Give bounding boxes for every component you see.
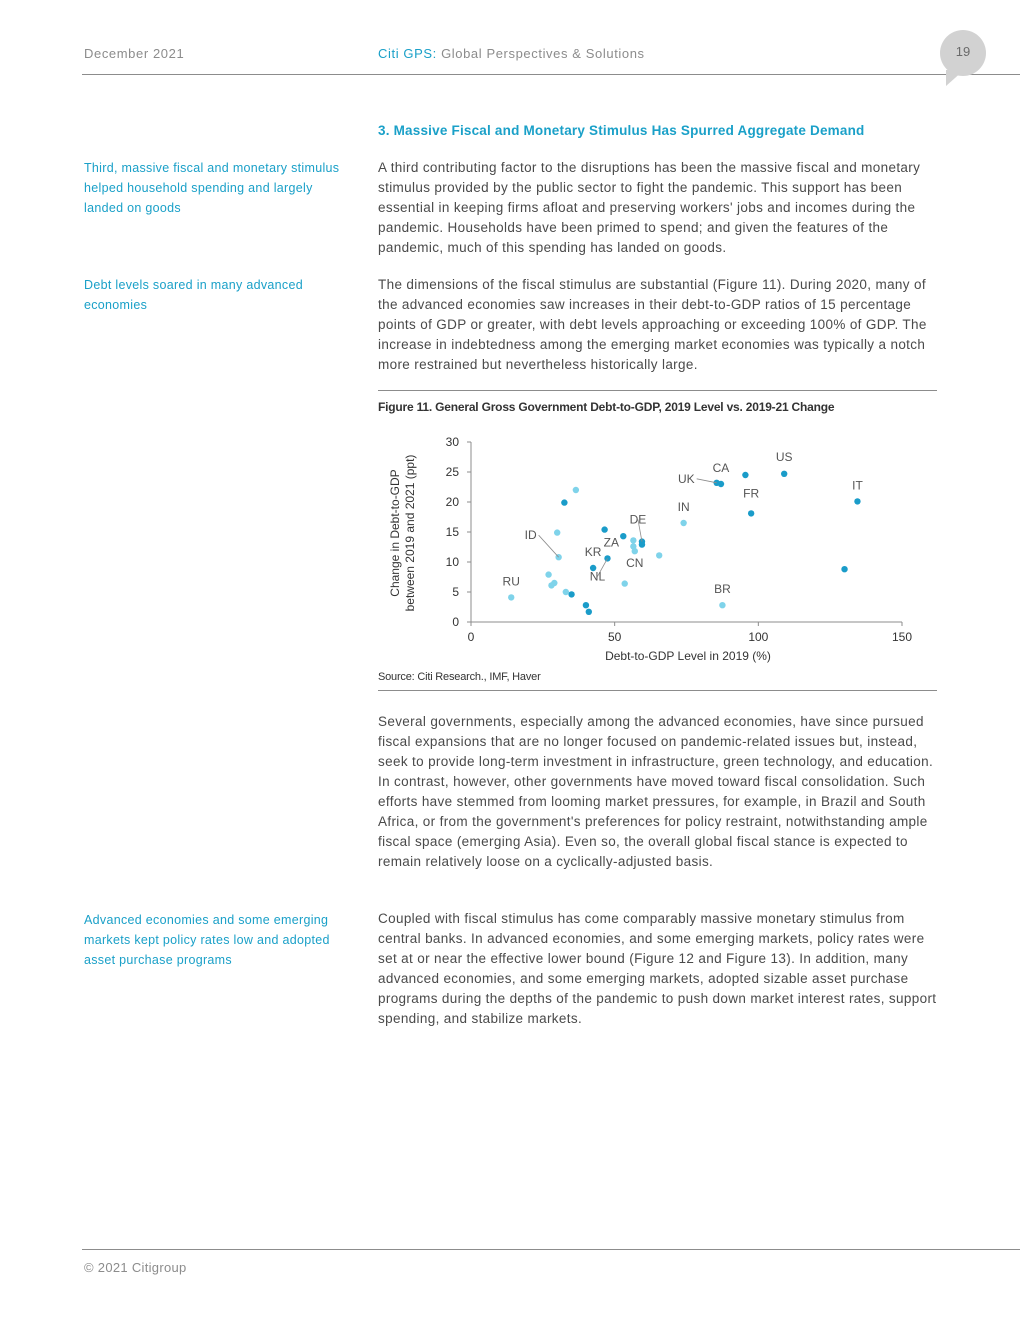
data-point-fr bbox=[748, 510, 754, 516]
y-axis-label-line2: between 2019 and 2021 (ppt) bbox=[403, 454, 417, 612]
point-label-ru: RU bbox=[502, 574, 520, 589]
point-label-br: BR bbox=[714, 582, 731, 597]
data-point bbox=[841, 566, 847, 572]
page-number-badge bbox=[940, 30, 988, 90]
point-label-kr: KR bbox=[584, 545, 602, 559]
footer-rule bbox=[82, 1249, 1020, 1250]
data-point bbox=[568, 591, 574, 597]
point-label-id: ID bbox=[524, 528, 537, 543]
data-point bbox=[601, 526, 607, 532]
data-point-cn bbox=[632, 548, 638, 554]
x-axis-label: Debt-to-GDP Level in 2019 (%) bbox=[605, 649, 771, 663]
label-leader-line bbox=[697, 479, 717, 483]
x-tick-label: 150 bbox=[891, 630, 913, 644]
paragraph-text: Several governments, especially among the advanced economies, have since pursued fiscal expansions that are no longer focused on pandemic-related issues but, instead, seek to provide long-term investment in infrastructure, green technology, and education. In contrast, however, other governments have moved toward fiscal consolidation. Such efforts have stemmed from looming market pressures, for example, in Brazil and South Africa, or from the government's preferences for policy restraint, notwithstanding ample fiscal space (emerging Asia). Even so, the overall global fiscal stance is expected to remain relatively loose on a cyclically-adjusted basis. bbox=[378, 714, 934, 869]
data-point-it bbox=[854, 498, 860, 504]
point-label-it: IT bbox=[852, 478, 863, 493]
paragraph-text: The dimensions of the fiscal stimulus are substantial (Figure 11). During 2020, many of the advanced economies saw increases in their debt-to-GDP ratios of 15 percentage points of GDP or greater, with debt levels approaching or exceeding 100% of GDP. The increase in indebtedness among the emerging market economies was typically a notch more restrained but nevertheless historically large. bbox=[378, 277, 927, 372]
data-point bbox=[620, 533, 626, 539]
x-tick-label: 0 bbox=[467, 630, 475, 644]
header-rule bbox=[82, 74, 1020, 75]
y-tick-label: 0 bbox=[452, 615, 459, 629]
label-leader-line bbox=[539, 535, 559, 557]
sidenote-fiscal-stimulus: Third, massive fiscal and monetary stimulus helped household spending and largely landed on goods bbox=[84, 161, 340, 215]
figure-title: Figure 11. General Gross Government Debt-to-GDP, 2019 Level vs. 2019-21 Change bbox=[378, 400, 835, 414]
data-point-br bbox=[719, 602, 725, 608]
data-point bbox=[563, 589, 569, 595]
paragraph-text: Coupled with fiscal stimulus has come comparably massive monetary stimulus from central banks. In advanced economies, and some emerging markets, policy rates were set at or near the effective lower bound (Figure 12 and Figure 13). In addition, many advanced economies, and some emerging markets, adopted sizable asset purchase programs during the depths of the pandemic to push down market interest rates, support spending, and stabilize markets. bbox=[378, 911, 937, 1026]
page-number: 19 bbox=[940, 30, 986, 76]
footer-copyright: © 2021 Citigroup bbox=[84, 1260, 187, 1275]
y-tick-label: 20 bbox=[445, 495, 459, 509]
y-tick-label: 30 bbox=[445, 435, 459, 449]
point-label-ca: CA bbox=[712, 461, 730, 475]
y-tick-label: 25 bbox=[445, 465, 459, 479]
data-point bbox=[548, 582, 554, 588]
data-point bbox=[656, 552, 662, 558]
x-tick-label: 100 bbox=[748, 630, 769, 644]
point-label-nl: NL bbox=[589, 569, 606, 584]
chart-marks bbox=[508, 471, 861, 615]
data-point bbox=[545, 571, 551, 577]
paragraph-3 bbox=[378, 712, 938, 872]
y-tick-label: 15 bbox=[445, 525, 459, 539]
data-point bbox=[742, 472, 748, 478]
paragraph-1 bbox=[378, 158, 938, 258]
data-point-us bbox=[781, 471, 787, 477]
paragraph-text: A third contributing factor to the disruptions has been the massive fiscal and monetary stimulus provided by the public sector to fight the pandemic. This support has been essential in keeping firms afloat and preserving workers' jobs and incomes during the pandemic. Households have been primed to spend; and given the features of the pandemic, much of this spending has landed on goods. bbox=[378, 160, 921, 255]
chart-axes bbox=[446, 435, 913, 644]
data-point bbox=[622, 580, 628, 586]
point-label-cn: CN bbox=[626, 556, 644, 571]
data-point bbox=[586, 609, 592, 615]
data-point bbox=[639, 541, 645, 547]
data-point bbox=[554, 529, 560, 535]
point-label-de: DE bbox=[629, 512, 647, 527]
point-label-fr: FR bbox=[743, 486, 760, 501]
point-label-za: ZA bbox=[603, 535, 620, 550]
figure-source: Source: Citi Research., IMF, Haver bbox=[378, 671, 541, 683]
data-point bbox=[630, 537, 636, 543]
figure-bottom-rule bbox=[378, 690, 937, 691]
header-brand bbox=[378, 46, 645, 61]
data-point bbox=[583, 602, 589, 608]
y-tick-label: 10 bbox=[445, 555, 459, 569]
section-title: 3. Massive Fiscal and Monetary Stimulus Has Spurred Aggregate Demand bbox=[378, 123, 865, 138]
header-date: December 2021 bbox=[84, 46, 185, 61]
x-tick-label: 50 bbox=[607, 630, 622, 644]
data-point-in bbox=[680, 520, 686, 526]
figure-top-rule bbox=[378, 390, 937, 391]
point-label-in: IN bbox=[677, 500, 690, 514]
point-label-us: US bbox=[775, 449, 793, 464]
brand-tagline: Global Perspectives & Solutions bbox=[436, 46, 645, 61]
y-axis-label-line1: Change in Debt-to-GDP bbox=[388, 469, 402, 597]
data-point bbox=[573, 487, 579, 493]
paragraph-4 bbox=[378, 909, 938, 1029]
sidenote-policy-rates: Advanced economies and some emerging markets kept policy rates low and adopted asset purchase programs bbox=[84, 913, 330, 967]
data-point bbox=[561, 499, 567, 505]
paragraph-2 bbox=[378, 275, 938, 375]
brand-name: Citi GPS: bbox=[378, 46, 437, 61]
point-label-uk: UK bbox=[677, 471, 695, 486]
sidenote-debt-levels: Debt levels soared in many advanced economies bbox=[84, 278, 303, 312]
data-point-ru bbox=[508, 594, 514, 600]
y-tick-label: 5 bbox=[452, 585, 459, 599]
scatter-chart bbox=[378, 425, 937, 670]
